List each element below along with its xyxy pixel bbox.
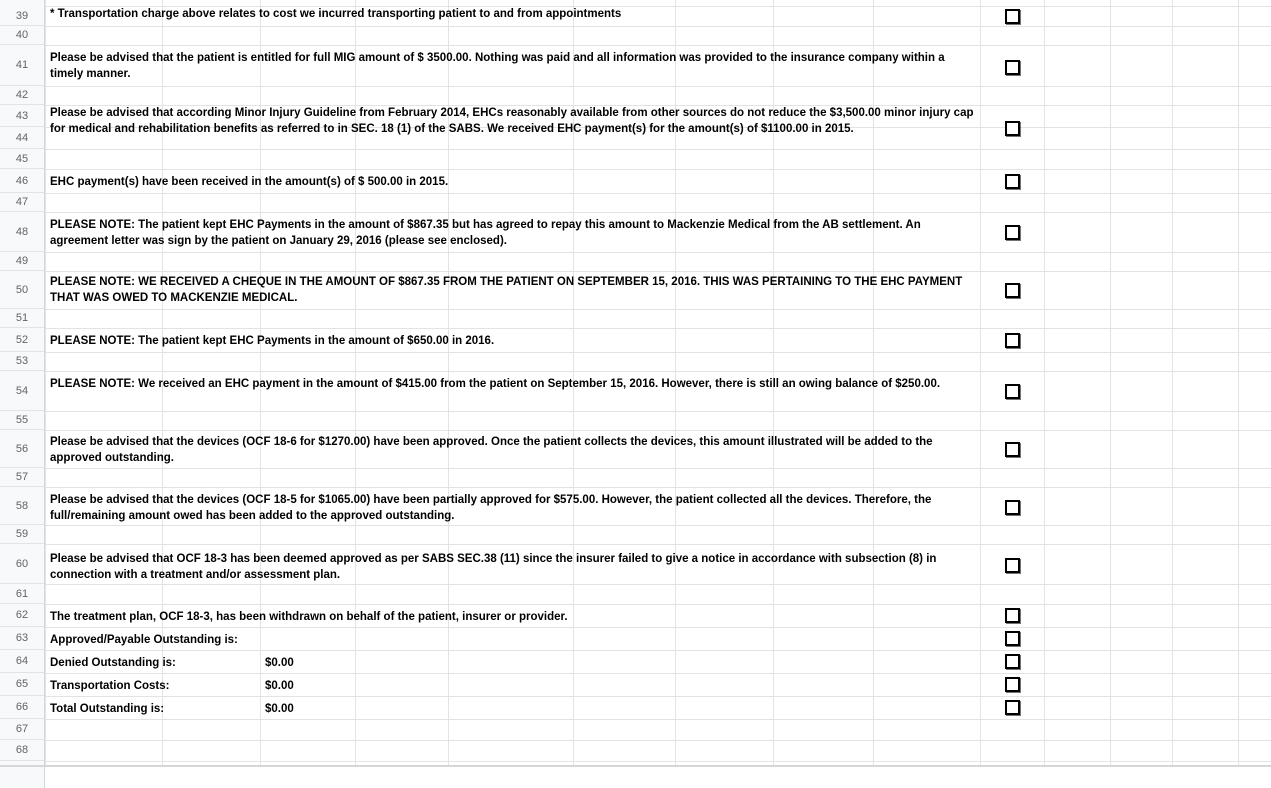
- row-header-62[interactable]: [0, 604, 44, 627]
- cell-b54-ehc-payment-owing-note[interactable]: PLEASE NOTE: We received an EHC payment in the amount of $415.00 from the patient on September 15, 2016. However, there is still an owing balance of $250.00.: [50, 378, 941, 390]
- row-divider-57: [45, 487, 1271, 488]
- cell-b39-transportation-note[interactable]: * Transportation charge above relates to cost we incurred transporting patient to and from appointments: [50, 8, 622, 20]
- row-header-label: 41: [15, 59, 29, 71]
- row-header-label: 59: [15, 528, 29, 540]
- row-header-49[interactable]: [0, 252, 44, 271]
- checkbox-row-50[interactable]: [1005, 283, 1020, 298]
- row-divider-61: [45, 604, 1271, 605]
- cell-c64-denied-outstanding-value[interactable]: $0.00: [265, 657, 294, 669]
- row-divider-47: [45, 212, 1271, 213]
- checkbox-row-63[interactable]: [1005, 631, 1020, 646]
- row-divider-52: [45, 352, 1271, 353]
- row-header-label: 39: [15, 9, 29, 22]
- cell-b58-ocf-18-5-partial-note[interactable]: Please be advised that the devices (OCF 18-5 for $1065.00) have been partially approved for $575.00. However, the patient collected all the devices. Therefore, the full/remaining amount owed has been added to the approved outstanding.: [50, 494, 932, 522]
- cell-b46-ehc-payment-2015-note[interactable]: EHC payment(s) have been received in the amount(s) of $ 500.00 in 2015.: [50, 176, 449, 188]
- cell-c66-total-outstanding-value[interactable]: $0.00: [265, 703, 294, 715]
- checkbox-row-64[interactable]: [1005, 654, 1020, 669]
- row-header-label: 52: [15, 333, 29, 346]
- row-header-57[interactable]: [0, 468, 44, 487]
- row-header-53[interactable]: [0, 352, 44, 371]
- row-header-42[interactable]: [0, 86, 44, 105]
- row-header-55[interactable]: [0, 411, 44, 430]
- checkbox-row-66[interactable]: [1005, 700, 1020, 715]
- row-header-45[interactable]: [0, 149, 44, 169]
- row-header-label: 55: [15, 414, 29, 426]
- row-header-label: 63: [15, 632, 29, 644]
- row-header-39[interactable]: [0, 6, 44, 26]
- cell-b63-approved-payable-outstanding-label[interactable]: Approved/Payable Outstanding is:: [50, 634, 238, 646]
- row-header-label: 56: [15, 442, 29, 455]
- row-divider-62: [45, 627, 1271, 628]
- row-divider-40: [45, 45, 1271, 46]
- row-header-54[interactable]: [0, 371, 44, 411]
- row-divider-56: [45, 468, 1271, 469]
- row-header-label: 50: [15, 283, 29, 296]
- row-header-label: 42: [15, 89, 29, 101]
- row-header-label: 47: [15, 196, 29, 208]
- row-header-66[interactable]: [0, 696, 44, 719]
- row-header-64[interactable]: [0, 650, 44, 673]
- row-header-label: 68: [15, 744, 29, 756]
- row-header-67[interactable]: [0, 719, 44, 740]
- row-header-label: 57: [15, 471, 29, 483]
- cell-b62-ocf-18-3-withdrawn-note[interactable]: The treatment plan, OCF 18-3, has been withdrawn on behalf of the patient, insurer or provider.: [50, 611, 568, 623]
- checkbox-row-43[interactable]: [1005, 121, 1020, 136]
- row-divider-39: [45, 26, 1271, 27]
- checkbox-row-48[interactable]: [1005, 225, 1020, 240]
- row-divider-48: [45, 252, 1271, 253]
- checkbox-row-41[interactable]: [1005, 60, 1020, 75]
- row-header-63[interactable]: [0, 627, 44, 650]
- row-header-56[interactable]: [0, 430, 44, 468]
- row-header-label: 67: [15, 723, 29, 735]
- row-header-50[interactable]: [0, 271, 44, 309]
- row-header-61[interactable]: [0, 584, 44, 604]
- row-header-label: 54: [15, 384, 29, 397]
- row-header-label: 48: [15, 225, 29, 238]
- row-divider-50: [45, 309, 1271, 310]
- row-divider-53: [45, 371, 1271, 372]
- row-header-51[interactable]: [0, 309, 44, 328]
- checkbox-row-65[interactable]: [1005, 677, 1020, 692]
- row-header-label: 46: [15, 174, 29, 187]
- row-header-68[interactable]: [0, 740, 44, 761]
- row-divider-41: [45, 86, 1271, 87]
- bottom-pane-strip: [0, 767, 1271, 788]
- row-header-48[interactable]: [0, 212, 44, 252]
- bottom-pane-gutter: [0, 767, 45, 788]
- row-divider-54: [45, 411, 1271, 412]
- cell-b64-denied-outstanding-label[interactable]: Denied Outstanding is:: [50, 657, 176, 669]
- cell-b41-mig-note[interactable]: Please be advised that the patient is entitled for full MIG amount of $ 3500.00. Nothing was paid and all information was provided to the insurance company within a timely manner.: [50, 52, 945, 80]
- cell-b65-transportation-costs-label[interactable]: Transportation Costs:: [50, 680, 170, 692]
- row-divider-59: [45, 544, 1271, 545]
- row-divider-44: [45, 149, 1271, 150]
- checkbox-row-58[interactable]: [1005, 500, 1020, 515]
- cell-b48-ehc-repay-note[interactable]: PLEASE NOTE: The patient kept EHC Payments in the amount of $867.35 but has agreed to repay this amount to Mackenzie Medical from the AB settlement. An agreement letter was sign by the patient on January 29, 2016 (please see enclosed).: [50, 219, 921, 247]
- row-header-label: 65: [15, 678, 29, 690]
- row-header-43[interactable]: [0, 105, 44, 127]
- row-header-label: 60: [15, 557, 29, 570]
- cell-c65-transportation-costs-value[interactable]: $0.00: [265, 680, 294, 692]
- row-header-label: 49: [15, 255, 29, 267]
- row-header-47[interactable]: [0, 193, 44, 212]
- cell-b52-ehc-kept-2016-note[interactable]: PLEASE NOTE: The patient kept EHC Payments in the amount of $650.00 in 2016.: [50, 335, 495, 347]
- cell-b50-cheque-received-note[interactable]: PLEASE NOTE: WE RECEIVED A CHEQUE IN THE AMOUNT OF $867.35 FROM THE PATIENT ON SEPTEMBER 15, 2016. THIS WAS PERTAINING TO THE EHC PAYMENT THAT WAS OWED TO MACKENZIE MEDICAL.: [50, 276, 963, 304]
- checkbox-row-46[interactable]: [1005, 174, 1020, 189]
- row-header-label: 43: [15, 109, 29, 122]
- row-divider-46: [45, 193, 1271, 194]
- cell-c63-approved-payable-outstanding-value[interactable]: [260, 632, 355, 633]
- row-header-46[interactable]: [0, 169, 44, 193]
- row-header-label: 51: [15, 312, 29, 324]
- row-divider-63: [45, 650, 1271, 651]
- checkbox-row-60[interactable]: [1005, 558, 1020, 573]
- row-header-label: 64: [15, 655, 29, 667]
- row-divider-67: [45, 740, 1271, 741]
- row-divider-51: [45, 328, 1271, 329]
- checkbox-row-54[interactable]: [1005, 384, 1020, 399]
- checkbox-row-52[interactable]: [1005, 333, 1020, 348]
- row-header-label: 66: [15, 701, 29, 713]
- row-header-label: 53: [15, 355, 29, 367]
- cell-b66-total-outstanding-label[interactable]: Total Outstanding is:: [50, 703, 165, 715]
- checkbox-row-56[interactable]: [1005, 442, 1020, 457]
- row-header-label: 61: [15, 587, 29, 600]
- row-header-41[interactable]: [0, 45, 44, 86]
- cell-b43-minor-injury-guideline-note[interactable]: Please be advised that according Minor Injury Guideline from February 2014, EHCs reasonably available from other sources do not reduce the $3,500.00 minor injury cap for medical and rehabilitation benefits as referred to in SEC. 18 (1) of the SABS. We received EHC payment(s) for the amount(s) of $1100.00 in 2015.: [50, 107, 974, 135]
- row-divider-45: [45, 169, 1271, 170]
- cell-b60-ocf-18-3-deemed-approved-note[interactable]: Please be advised that OCF 18-3 has been deemed approved as per SABS SEC.38 (11) since the insurer failed to give a notice in accordance with subsection (8) in connection with a treatment and/or assessment plan.: [50, 553, 937, 581]
- row-divider-66: [45, 719, 1271, 720]
- row-divider-49: [45, 271, 1271, 272]
- row-header-40[interactable]: [0, 26, 44, 45]
- row-header-label: 44: [15, 131, 29, 144]
- row-header-60[interactable]: [0, 544, 44, 584]
- cell-b56-ocf-18-6-approved-note[interactable]: Please be advised that the devices (OCF 18-6 for $1270.00) have been approved. Once the patient collects the devices, this amount illustrated will be added to the approved outstanding.: [50, 436, 933, 464]
- row-header-52[interactable]: [0, 328, 44, 352]
- row-divider-60: [45, 584, 1271, 585]
- row-header-label: 58: [15, 499, 29, 512]
- row-divider-64: [45, 673, 1271, 674]
- checkbox-row-62[interactable]: [1005, 608, 1020, 623]
- row-header-label: 40: [15, 29, 29, 41]
- row-divider-58: [45, 525, 1271, 526]
- row-header-label: 45: [15, 152, 29, 165]
- row-divider-68: [45, 761, 1271, 762]
- row-header-44[interactable]: [0, 127, 44, 149]
- checkbox-row-39[interactable]: [1005, 9, 1020, 24]
- row-header-label: 62: [15, 609, 29, 621]
- row-header-58[interactable]: [0, 487, 44, 525]
- row-divider-55: [45, 430, 1271, 431]
- row-header-59[interactable]: [0, 525, 44, 544]
- row-divider-65: [45, 696, 1271, 697]
- row-header-65[interactable]: [0, 673, 44, 696]
